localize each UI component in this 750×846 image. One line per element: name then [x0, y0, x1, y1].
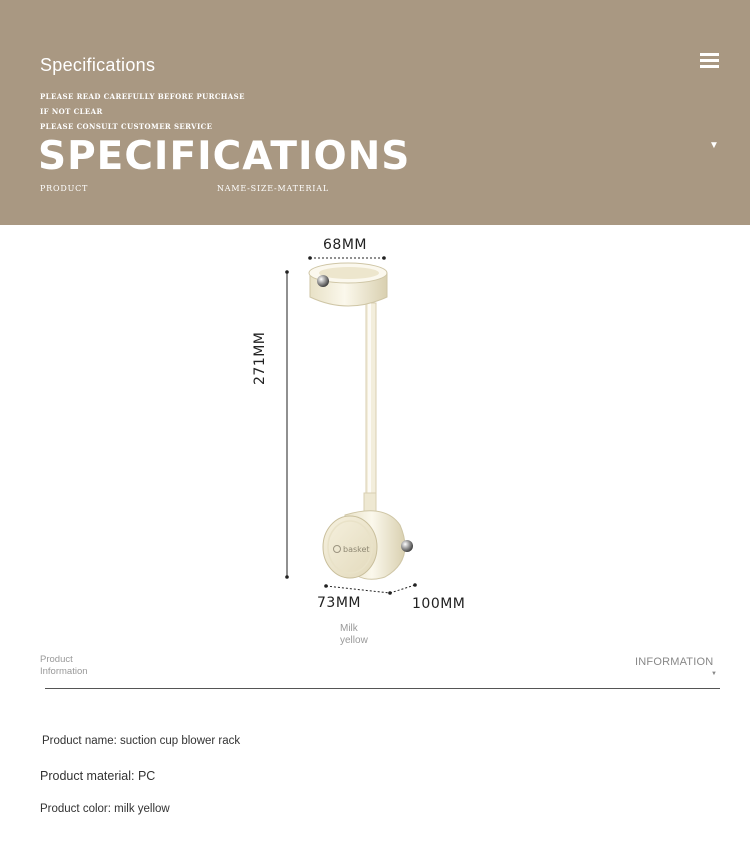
hamburger-menu-icon[interactable]: [700, 53, 719, 69]
detail-product-name: Product name: suction cup blower rack: [42, 735, 241, 747]
header-sub-product: PRODUCT: [40, 184, 89, 193]
flexible-neck: [366, 303, 376, 498]
dimension-base-depth-label: 100MM: [412, 596, 466, 612]
caret-down-icon: ▼: [711, 671, 717, 677]
header-note-1: PLEASE READ CAREFULLY BEFORE PURCHASE: [40, 92, 245, 101]
detail-product-color: Product color: milk yellow: [40, 803, 170, 815]
product-figure: [0, 225, 750, 655]
detail-product-material: Product material: PC: [40, 769, 156, 783]
header-note-2: IF NOT CLEAR: [40, 107, 103, 116]
dimension-top-label: 68MM: [323, 237, 367, 253]
header-banner: [0, 0, 750, 225]
product-illustration: [0, 225, 750, 655]
header-title: Specifications: [40, 55, 156, 75]
dimension-line-base: [324, 583, 417, 595]
header-note-3: PLEASE CONSULT CUSTOMER SERVICE: [40, 122, 213, 131]
triangle-down-icon: ▼: [709, 140, 719, 151]
color-label: Milk yellow: [340, 623, 368, 646]
dimension-line-top: [308, 256, 386, 260]
brand-logo-text: basket: [343, 545, 370, 554]
section-divider: [45, 688, 720, 689]
dimension-line-height: [285, 270, 289, 579]
top-holder-ring: [309, 263, 387, 306]
product-information-label: Product Information: [40, 654, 88, 677]
information-label: INFORMATION: [635, 656, 714, 668]
dimension-base-diameter-label: 73MM: [317, 595, 361, 611]
header-big-title: SPECIFICATIONS: [38, 134, 411, 179]
dimension-height-label: 271MM: [252, 331, 268, 385]
header-sub-name-size-material: NAME-SIZE-MATERIAL: [217, 184, 329, 193]
suction-base: [323, 493, 413, 579]
